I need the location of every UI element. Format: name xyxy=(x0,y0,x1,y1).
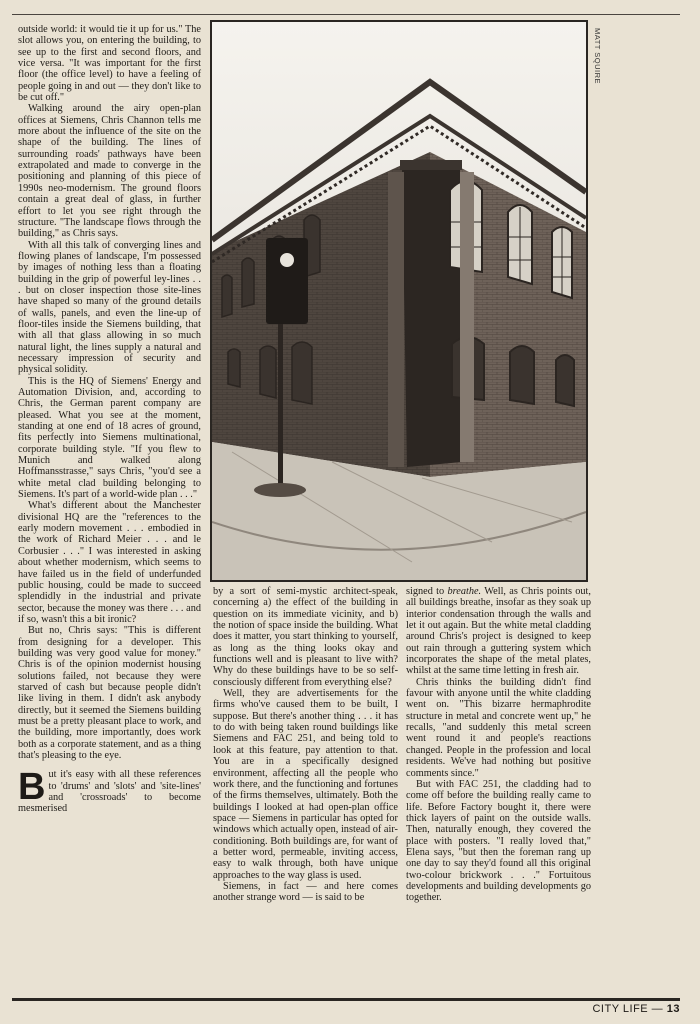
page-number: 13 xyxy=(666,1003,680,1015)
publication-name: CITY LIFE — xyxy=(592,1003,667,1015)
emphasis-text: breathe. xyxy=(447,586,482,597)
paragraph: But no, Chris says: "This is different from designing for a developer. This building was very good value for money." Chris is of the opinion modernist housing solutions failed, not because they were starved of cash but because people didn't like living in them. I didn't ask anybody directly, but it seemed the Siemens building must be a pretty pleasant place to work, and the building, more importantly, does work both as a corporate statement, and as a thing that's pleasing to the eye. xyxy=(18,625,201,761)
page-footer xyxy=(592,1003,680,1015)
building-photo xyxy=(210,20,588,582)
paragraph: But with FAC 251, the cladding had to come off before the building really came to life. Before Factory bought it, there were thick layers of paint on the outside walls. Then, naturally enough, they covered the place with posters. "I really loved that," Elena says, "but then the foreman rang up one day to say they'd found all this original two-colour brickwork . . ." Fortuitous developments and building developments go together. xyxy=(406,778,591,904)
paragraph: Chris thinks the building didn't find favour with anyone until the white cladding went on. "This bizarre hermaphrodite structure in metal and concrete went up," he recalls, "and suddenly this metal screen went round it and people's reactions changed. People in the profession and local residents. We've had nothing but positive comments since." xyxy=(406,676,591,779)
paragraph-text: Well, as Chris points out, all buildings breathe, insofar as they soak up interior condensation through the walls and let it out again. But the white metal cladding around Chris's project is designed to keep out rain through a guttering system which incorporates the shape of the metal plates, whilst at the same time letting in fresh air. xyxy=(406,586,591,677)
paragraph: This is the HQ of Siemens' Energy and Automation Division, and, according to Chris, the German parent company are pleased. What you see at the moment, standing at one end of 18 acres of ground, fits perfectly into Siemens multinational, corporate building style. "If you flew to Munich and walked along Hoffmansstrasse," says Chris, "you'd see a white metal clad building belonging to Siemens. It's part of a world-wide plan . . ." xyxy=(18,375,201,501)
paragraph: Siemens, in fact — and here comes another strange word — is said to be xyxy=(213,880,398,904)
photo-credit: MATT SQUIRE xyxy=(593,28,602,85)
paragraph: outside world: it would tie it up for us." The slot allows you, on entering the building, to see up to the first and second floors, and vice versa. "It was important for the first floor (the office level) to have a feeling of people going in and out — they don't like to be cut off." xyxy=(18,24,201,104)
paragraph-text: signed to xyxy=(406,586,448,597)
bottom-rule xyxy=(12,998,680,1001)
article-column-1 xyxy=(18,24,201,815)
paragraph: With all this talk of converging lines and flowing planes of landscape, I'm possessed by images of nothing less than a floating building in the grip of powerful ley-lines . . . but on closer inspection those site-lines have shaped so many of the ground details of walls, panels, and even the line-up of floor-tiles inside the Siemens building, that with all that glass allowing in so much natural light, the lines supply a natural and necessary impression of security and physical solidity. xyxy=(18,239,201,376)
paragraph xyxy=(406,586,591,677)
drop-cap: B xyxy=(18,766,46,809)
siemens-building-illustration xyxy=(212,22,586,580)
paragraph: Walking around the airy open-plan offices at Siemens, Chris Channon tells me more about the influence of the site on the shape of the building. The lines of surrounding roads' pathways have been extrapolated and made to converge in the positioning and planning of this piece of 1990s neo-modernism. The ground floors contain a great deal of glass, in further effort to let you see right through the structure. "The landscape flows through the building," as Chris says. xyxy=(18,103,201,240)
paragraph-with-dropcap xyxy=(18,766,201,815)
article-column-2 xyxy=(213,586,398,904)
paragraph: Well, they are advertisements for the firms who've caused them to be built, I suppose. But there's another thing . . . it has to do with being taken round buildings like Siemens and FAC 251, and being told to look at this feature, pay attention to that. You are in a specifically designed environment, affecting all the people who work there, and the functioning and fortunes of the firms themselves, ultimately. Both the buildings I looked at had open-plan office space — Siemens in particular has opted for windows which actually open, instead of air-conditioning. Both buildings are, for want of a better word, permeable, inviting access, easy to walk through, both have unique approaches to the way glass is used. xyxy=(213,688,398,881)
paragraph-text: ut it's easy with all these references to 'drums' and 'slots' and 'site-lines' and 'crossroads' to become mesmerised xyxy=(18,769,201,815)
paragraph: by a sort of semi-mystic architect-speak, concerning a) the effect of the building in question on its immediate vicinity, and b) the notion of space inside the building. What does it matter, you start thinking to yourself, as long as the thing looks okay and functions well and is pleasant to live with? Why do these buildings have to be so self-consciously different from everything else? xyxy=(213,586,398,688)
top-rule xyxy=(12,14,680,15)
paragraph: What's different about the Manchester divisional HQ are the "references to the early modern movement . . . embodied in the work of Richard Meier . . . and le Corbusier . . ." I was interested in asking about whether modernism, which seems to have failed us in the field of underfunded public housing, could be made to succeed splendidly in the industrial and private sector, because the money was there . . . and if so, wasn't this a bit ironic? xyxy=(18,500,201,625)
article-column-3 xyxy=(406,586,591,904)
